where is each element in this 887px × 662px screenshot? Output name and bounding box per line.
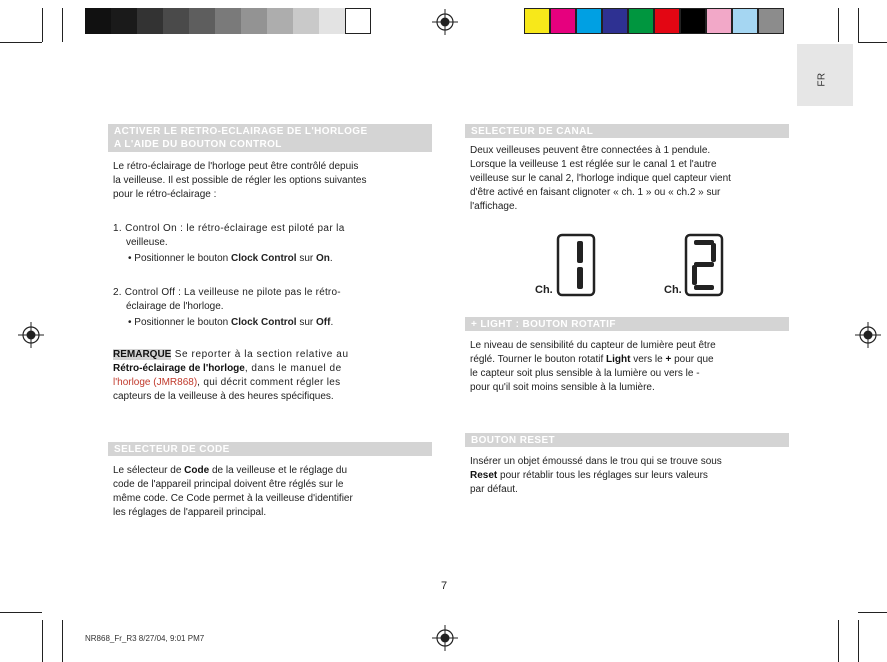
gray-swatch — [241, 8, 267, 34]
color-swatch — [628, 8, 654, 34]
registration-mark-icon — [18, 322, 44, 348]
section-heading-backlight: ACTIVER LE RETRO-ECLAIRAGE DE L'HORLOGE A L'AIDE DU BOUTON CONTROL — [108, 124, 432, 152]
color-swatch — [706, 8, 732, 34]
crop-mark — [838, 8, 839, 42]
remark-label: REMARQUE — [113, 349, 172, 360]
crop-mark — [0, 612, 42, 613]
list-item-control-off: 2. Control Off : La veilleuse ne pilote pas le rétro- éclairage de l'horloge. — [113, 287, 341, 312]
color-swatch — [732, 8, 758, 34]
gray-swatch — [85, 8, 111, 34]
reset-paragraph: Insérer un objet émoussé dans le trou qui se trouve sous Reset pour rétablir tous les réglages sur leurs valeurs par défaut. — [470, 456, 722, 495]
gray-swatch — [267, 8, 293, 34]
section-heading-light: + LIGHT : BOUTON ROTATIF — [465, 317, 789, 331]
code-paragraph: Le sélecteur de Code de la veilleuse et le réglage du code de l'appareil principal doivent être réglés sur le même code. Ce Code permet à la veilleuse d'identifier les réglages de l'appareil principal. — [113, 465, 353, 518]
language-tab — [797, 44, 853, 106]
color-swatch — [602, 8, 628, 34]
color-swatch — [524, 8, 550, 34]
color-swatch — [654, 8, 680, 34]
crop-mark — [62, 8, 63, 42]
color-swatch — [680, 8, 706, 34]
channel-1-label: Ch. — [535, 284, 553, 296]
crop-mark — [838, 620, 839, 662]
registration-mark-icon — [432, 625, 458, 651]
light-paragraph: Le niveau de sensibilité du capteur de lumière peut être réglé. Tourner le bouton rotatif Light vers le + pour que le capteur soit plus sensible à la lumière ou vers le - pour qu'il soit moins sensible à la lumière. — [470, 340, 716, 393]
registration-mark-icon — [855, 322, 881, 348]
crop-mark — [42, 8, 43, 42]
registration-mark-icon — [432, 9, 458, 35]
crop-mark — [858, 42, 887, 43]
gray-swatch — [215, 8, 241, 34]
backlight-intro: Le rétro-éclairage de l'horloge peut être contrôlé depuis la veilleuse. Il est possible de régler les options suivantes pour le rétro-éclairage : — [113, 161, 367, 200]
gray-swatch — [163, 8, 189, 34]
print-footer: NR868_Fr_R3 8/27/04, 9:01 PM7 — [85, 634, 205, 643]
color-swatch — [576, 8, 602, 34]
channel-paragraph: Deux veilleuses peuvent être connectées à 1 pendule. Lorsque la veilleuse 1 est réglée sur le canal 1 et l'autre veilleuse sur le canal 2, l'horloge indique quel capteur vient d'être activé en faisant clignoter « ch. 1 » ou « ch.2 » sur l'affichage. — [470, 145, 731, 212]
gray-swatch — [293, 8, 319, 34]
list-item-control-on: 1. Control On : le rétro-éclairage est piloté par la veilleuse. — [113, 223, 345, 248]
crop-mark — [858, 612, 887, 613]
section-heading-reset: BOUTON RESET — [465, 433, 789, 447]
language-code: FR — [816, 72, 828, 87]
gray-swatch — [345, 8, 371, 34]
crop-mark — [42, 620, 43, 662]
crop-mark — [858, 620, 859, 662]
gray-swatch — [319, 8, 345, 34]
channel-2-lcd-digit-icon — [684, 233, 724, 297]
bullet-control-off: • Positionner le bouton Clock Control sur Off. — [128, 317, 334, 328]
channel-2-label: Ch. — [664, 284, 682, 296]
section-heading-channel: SELECTEUR DE CANAL — [465, 124, 789, 138]
gray-swatch — [111, 8, 137, 34]
bullet-control-on: • Positionner le bouton Clock Control sur On. — [128, 253, 333, 264]
crop-mark — [0, 42, 42, 43]
crop-mark — [858, 8, 859, 42]
page-number: 7 — [441, 580, 448, 592]
section-heading-code: SELECTEUR DE CODE — [108, 442, 432, 456]
gray-swatch — [137, 8, 163, 34]
channel-1-lcd-digit-icon — [556, 233, 596, 297]
crop-mark — [62, 620, 63, 662]
color-swatch — [550, 8, 576, 34]
gray-swatch — [189, 8, 215, 34]
color-swatch — [758, 8, 784, 34]
remark-paragraph: REMARQUE Se reporter à la section relative au Rétro-éclairage de l'horloge, dans le manuel de l'horloge (JMR868), qui décrit comment régler les capteurs de la veilleuse à des heures spécifiques. — [113, 349, 349, 402]
